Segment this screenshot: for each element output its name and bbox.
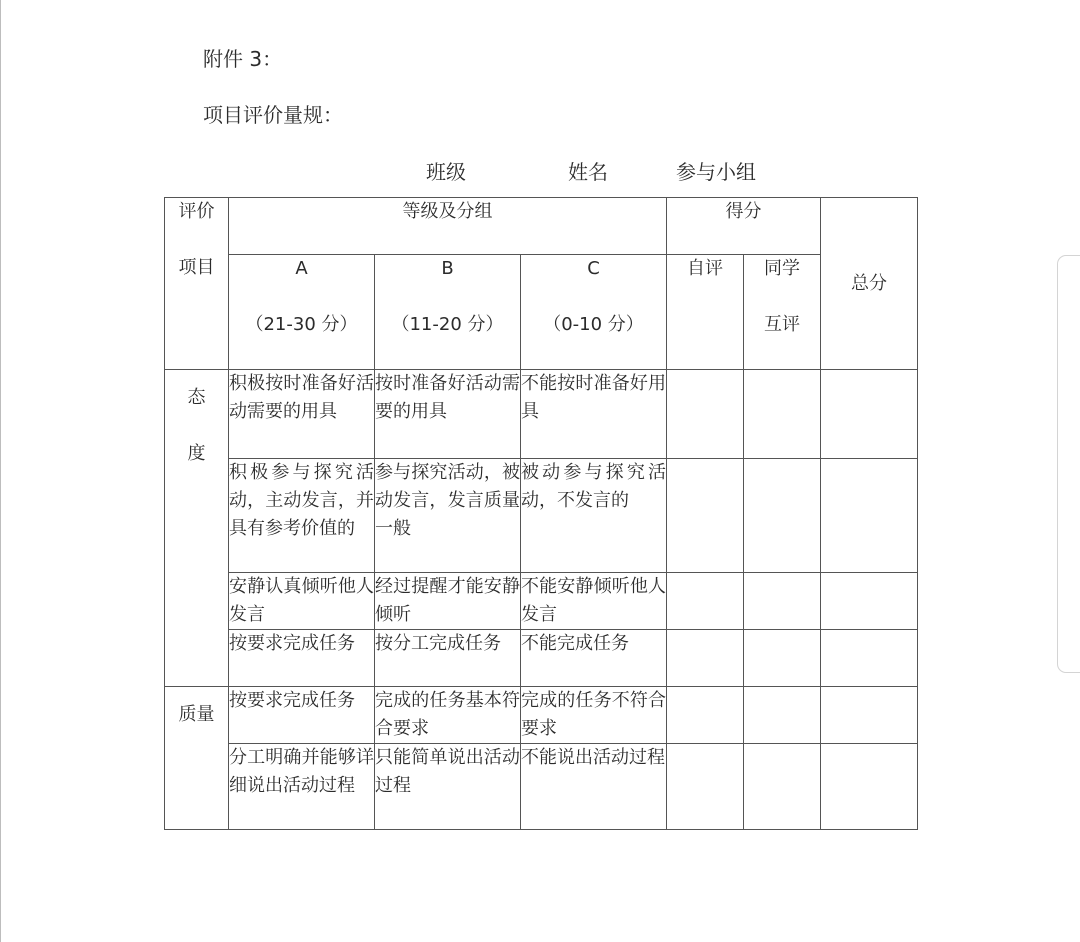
row4-peer-score[interactable] [744, 630, 821, 687]
row4-total-score[interactable] [821, 630, 918, 687]
row3-grade-b: 经过提醒才能安静倾听 [375, 573, 521, 630]
row4-grade-b: 按分工完成任务 [375, 630, 521, 687]
row6-grade-b: 只能简单说出活动过程 [375, 744, 521, 830]
attachment-label: 附件 3： [203, 47, 283, 71]
row5-grade-c: 完成的任务不符合要求 [521, 687, 667, 744]
row5-grade-b: 完成的任务基本符合要求 [375, 687, 521, 744]
row6-total-score[interactable] [821, 744, 918, 830]
row6-peer-score[interactable] [744, 744, 821, 830]
evaluation-rubric-table [164, 197, 918, 830]
row6-self-score[interactable] [667, 744, 744, 830]
row1-grade-c: 不能按时准备好用具 [521, 370, 667, 459]
row2-grade-c: 被动参与探究活动，不发言的 [521, 459, 667, 573]
row2-grade-a: 积极参与探究活动，主动发言，并具有参考价值的 [229, 459, 375, 573]
row1-grade-b: 按时准备好活动需要的用具 [375, 370, 521, 459]
grade-a-header [229, 255, 375, 370]
side-panel-handle[interactable] [1057, 255, 1080, 673]
row6-grade-a: 分工明确并能够详细说出活动过程 [229, 744, 375, 830]
row3-grade-c: 不能安静倾听他人发言 [521, 573, 667, 630]
row2-total-score[interactable] [821, 459, 918, 573]
document-title: 项目评价量规： [203, 103, 343, 127]
peer-eval-line1: 同学 [764, 258, 800, 279]
row1-self-score[interactable] [667, 370, 744, 459]
group-label: 参与小组 [676, 160, 756, 184]
eval-item-header [165, 198, 229, 370]
quality-category: 质量 [165, 687, 229, 830]
eval-item-header-line1: 评价 [178, 201, 215, 222]
row3-grade-a: 安静认真倾听他人发言 [229, 573, 375, 630]
row2-self-score[interactable] [667, 459, 744, 573]
grade-b-range: （11-20 分） [391, 314, 504, 335]
row1-peer-score[interactable] [744, 370, 821, 459]
grade-b-letter: B [441, 258, 454, 279]
total-header: 总分 [821, 198, 918, 370]
eval-item-header-line2: 项目 [178, 257, 215, 278]
grade-b-header [375, 255, 521, 370]
row4-self-score[interactable] [667, 630, 744, 687]
peer-eval-line2: 互评 [764, 314, 800, 335]
grade-c-header [521, 255, 667, 370]
row5-self-score[interactable] [667, 687, 744, 744]
row1-total-score[interactable] [821, 370, 918, 459]
score-header: 得分 [667, 198, 821, 255]
grade-a-range: （21-30 分） [245, 314, 358, 335]
row3-peer-score[interactable] [744, 573, 821, 630]
grade-a-letter: A [295, 258, 308, 279]
class-label: 班级 [426, 160, 466, 184]
grade-c-range: （0-10 分） [543, 314, 644, 335]
self-eval-header: 自评 [667, 255, 744, 370]
row3-total-score[interactable] [821, 573, 918, 630]
row6-grade-c: 不能说出活动过程 [521, 744, 667, 830]
row5-peer-score[interactable] [744, 687, 821, 744]
row5-total-score[interactable] [821, 687, 918, 744]
page-left-edge [0, 0, 1, 942]
grade-c-letter: C [587, 258, 600, 279]
peer-eval-header [744, 255, 821, 370]
name-label: 姓名 [568, 160, 608, 184]
row2-peer-score[interactable] [744, 459, 821, 573]
attitude-category [165, 370, 229, 687]
row5-grade-a: 按要求完成任务 [229, 687, 375, 744]
row2-grade-b: 参与探究活动，被动发言，发言质量一般 [375, 459, 521, 573]
row3-self-score[interactable] [667, 573, 744, 630]
row4-grade-c: 不能完成任务 [521, 630, 667, 687]
attitude-char2: 度 [187, 443, 206, 464]
attitude-char1: 态 [187, 387, 206, 408]
levels-header: 等级及分组 [229, 198, 667, 255]
row4-grade-a: 按要求完成任务 [229, 630, 375, 687]
row1-grade-a: 积极按时准备好活动需要的用具 [229, 370, 375, 459]
